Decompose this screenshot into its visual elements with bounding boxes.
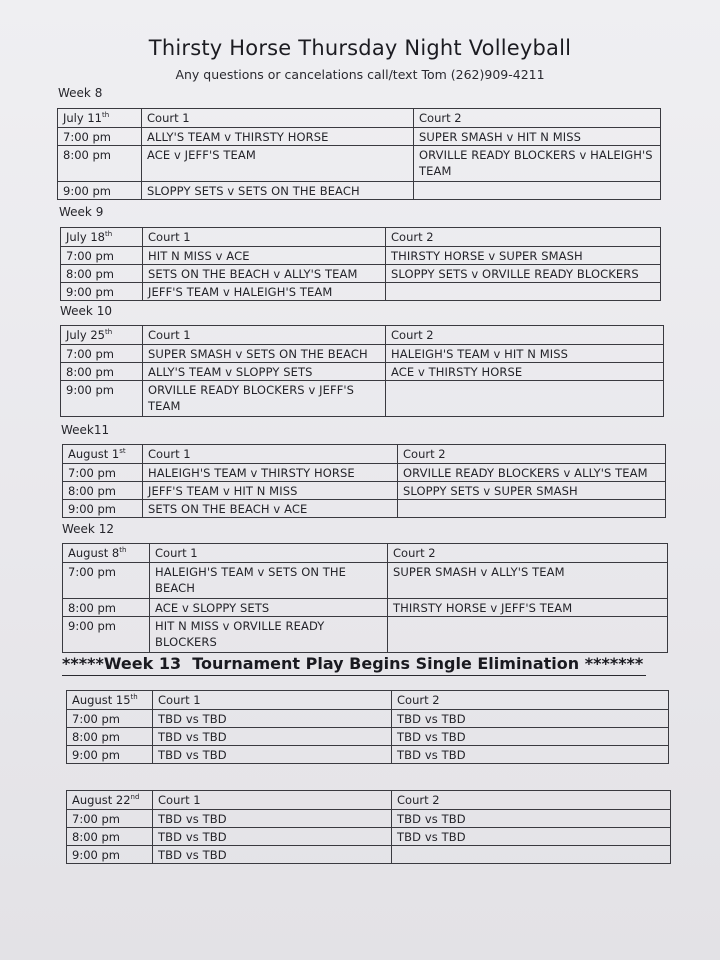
court-header: Court 1 (153, 791, 392, 810)
tournament-text: Tournament Play Begins Single Elimination (192, 654, 580, 673)
court-header: Court 1 (143, 228, 386, 247)
week-table (57, 108, 661, 200)
match-cell: ORVILLE READY BLOCKERS v ALLY'S TEAM (398, 464, 666, 482)
time-cell: 8:00 pm (58, 146, 142, 182)
court-header: Court 1 (142, 109, 414, 128)
court-header: Court 1 (143, 445, 398, 464)
date-cell: August 8th (63, 544, 150, 563)
date-cell: August 1st (63, 445, 143, 464)
page-title: Thirsty Horse Thursday Night Volleyball (148, 36, 572, 60)
week-label: Week 9 (59, 205, 104, 219)
court-header: Court 2 (414, 109, 661, 128)
time-cell: 8:00 pm (63, 599, 150, 617)
match-cell (414, 182, 661, 200)
match-cell: ACE v JEFF'S TEAM (142, 146, 414, 182)
tournament-underline (62, 675, 646, 676)
time-cell: 9:00 pm (67, 846, 153, 864)
date-cell: August 15th (67, 691, 153, 710)
time-cell: 9:00 pm (63, 617, 150, 653)
match-cell: JEFF'S TEAM v HALEIGH'S TEAM (143, 283, 386, 301)
time-cell: 8:00 pm (67, 828, 153, 846)
date-cell: August 22nd (67, 791, 153, 810)
match-cell: SLOPPY SETS v SETS ON THE BEACH (142, 182, 414, 200)
match-cell: TBD vs TBD (153, 810, 392, 828)
court-header: Court 1 (150, 544, 388, 563)
tournament-table (66, 690, 669, 764)
match-cell: HIT N MISS v ORVILLE READY BLOCKERS (150, 617, 388, 653)
week-table (60, 325, 664, 417)
match-cell (392, 846, 671, 864)
week-label: Week11 (61, 423, 110, 437)
tournament-week: Week 13 (103, 654, 182, 673)
court-header: Court 2 (392, 691, 669, 710)
match-cell: THIRSTY HORSE v JEFF'S TEAM (388, 599, 668, 617)
week-label: Week 8 (58, 86, 103, 100)
time-cell: 7:00 pm (61, 345, 143, 363)
time-cell: 7:00 pm (61, 247, 143, 265)
match-cell (386, 283, 661, 301)
match-cell: ORVILLE READY BLOCKERS v HALEIGH'S TEAM (414, 146, 661, 182)
week-table (62, 543, 668, 653)
time-cell: 7:00 pm (67, 810, 153, 828)
match-cell: ORVILLE READY BLOCKERS v JEFF'S TEAM (143, 381, 386, 417)
match-cell: TBD vs TBD (392, 810, 671, 828)
match-cell: SUPER SMASH v SETS ON THE BEACH (143, 345, 386, 363)
stars-left: ***** (62, 654, 104, 673)
match-cell: TBD vs TBD (153, 728, 392, 746)
time-cell: 8:00 pm (63, 482, 143, 500)
match-cell: SUPER SMASH v ALLY'S TEAM (388, 563, 668, 599)
match-cell: ACE v THIRSTY HORSE (386, 363, 664, 381)
time-cell: 9:00 pm (61, 283, 143, 301)
court-header: Court 1 (153, 691, 392, 710)
time-cell: 8:00 pm (61, 363, 143, 381)
match-cell: HIT N MISS v ACE (143, 247, 386, 265)
match-cell: ALLY'S TEAM v THIRSTY HORSE (142, 128, 414, 146)
match-cell (386, 381, 664, 417)
match-cell (398, 500, 666, 518)
time-cell: 7:00 pm (63, 464, 143, 482)
match-cell: SETS ON THE BEACH v ALLY'S TEAM (143, 265, 386, 283)
match-cell: TBD vs TBD (153, 710, 392, 728)
match-cell: HALEIGH'S TEAM v SETS ON THE BEACH (150, 563, 388, 599)
match-cell: THIRSTY HORSE v SUPER SMASH (386, 247, 661, 265)
time-cell: 7:00 pm (63, 563, 150, 599)
date-cell: July 11th (58, 109, 142, 128)
match-cell: SETS ON THE BEACH v ACE (143, 500, 398, 518)
page-subtitle: Any questions or cancelations call/text Tom (262)909-4211 (175, 67, 545, 82)
time-cell: 8:00 pm (61, 265, 143, 283)
stars-right: ******* (584, 654, 644, 673)
time-cell: 8:00 pm (67, 728, 153, 746)
match-cell: TBD vs TBD (392, 710, 669, 728)
match-cell: HALEIGH'S TEAM v THIRSTY HORSE (143, 464, 398, 482)
court-header: Court 2 (392, 791, 671, 810)
match-cell: TBD vs TBD (153, 828, 392, 846)
week-label: Week 12 (62, 522, 114, 536)
match-cell: TBD vs TBD (392, 728, 669, 746)
time-cell: 7:00 pm (67, 710, 153, 728)
court-header: Court 2 (386, 228, 661, 247)
match-cell: ALLY'S TEAM v SLOPPY SETS (143, 363, 386, 381)
date-cell: July 25th (61, 326, 143, 345)
match-cell: TBD vs TBD (153, 746, 392, 764)
date-cell: July 18th (61, 228, 143, 247)
match-cell: HALEIGH'S TEAM v HIT N MISS (386, 345, 664, 363)
match-cell: SUPER SMASH v HIT N MISS (414, 128, 661, 146)
match-cell: TBD vs TBD (392, 828, 671, 846)
match-cell: ACE v SLOPPY SETS (150, 599, 388, 617)
match-cell: JEFF'S TEAM v HIT N MISS (143, 482, 398, 500)
week-table (62, 444, 666, 518)
time-cell: 9:00 pm (63, 500, 143, 518)
court-header: Court 2 (386, 326, 664, 345)
match-cell: TBD vs TBD (392, 746, 669, 764)
match-cell: SLOPPY SETS v ORVILLE READY BLOCKERS (386, 265, 661, 283)
court-header: Court 2 (398, 445, 666, 464)
court-header: Court 2 (388, 544, 668, 563)
court-header: Court 1 (143, 326, 386, 345)
tournament-table (66, 790, 671, 864)
match-cell (388, 617, 668, 653)
time-cell: 7:00 pm (58, 128, 142, 146)
time-cell: 9:00 pm (58, 182, 142, 200)
match-cell: SLOPPY SETS v SUPER SMASH (398, 482, 666, 500)
time-cell: 9:00 pm (67, 746, 153, 764)
week-table (60, 227, 661, 301)
tournament-banner (62, 654, 652, 673)
time-cell: 9:00 pm (61, 381, 143, 417)
week-label: Week 10 (60, 304, 112, 318)
match-cell: TBD vs TBD (153, 846, 392, 864)
